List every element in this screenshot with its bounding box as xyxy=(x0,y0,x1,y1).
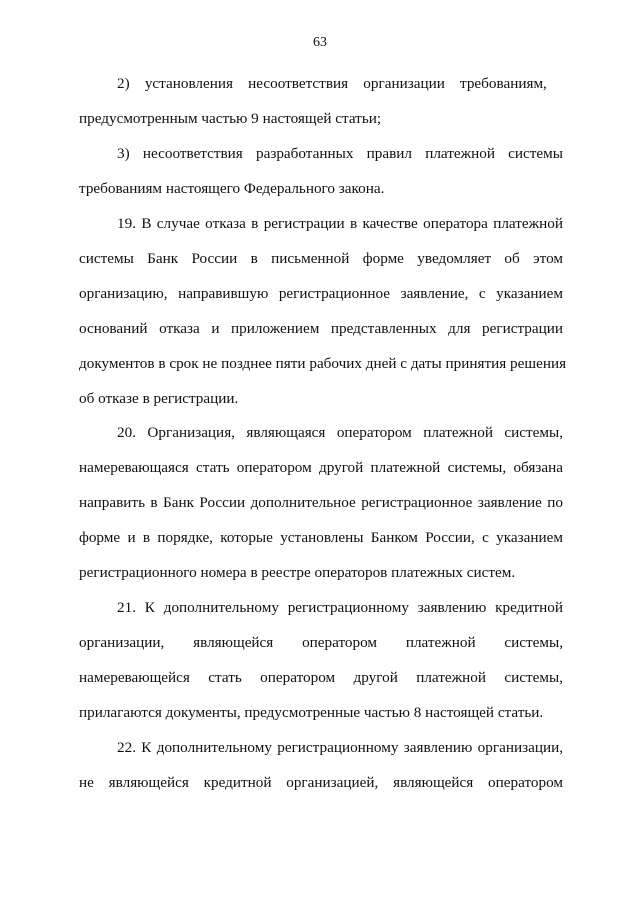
text-line: 21. К дополнительному регистрационному заявлению кредитной xyxy=(117,599,563,616)
text-line: 19. В случае отказа в регистрации в качестве оператора платежной xyxy=(117,215,563,232)
text-line: 20. Организация, являющаяся оператором платежной системы, xyxy=(117,424,563,441)
text-line: об отказе в регистрации. xyxy=(79,390,239,407)
text-line: системы Банк России в письменной форме уведомляет об этом xyxy=(79,250,563,267)
text-line: регистрационного номера в реестре операторов платежных систем. xyxy=(79,564,516,581)
text-line: 3) несоответствия разработанных правил платежной системы xyxy=(117,145,563,162)
text-line: не являющейся кредитной организацией, являющейся оператором xyxy=(79,774,563,791)
text-line: намеревающаяся стать оператором другой платежной системы, обязана xyxy=(79,459,563,476)
text-line: 2) установления несоответствия организации требованиям, xyxy=(117,75,547,92)
text-line: намеревающейся стать оператором другой платежной системы, xyxy=(79,669,563,686)
text-line: прилагаются документы, предусмотренные частью 8 настоящей статьи. xyxy=(79,704,544,721)
text-line: организации, являющейся оператором платежной системы, xyxy=(79,634,563,651)
text-line: документов в срок не позднее пяти рабочих дней с даты принятия решения xyxy=(79,355,567,372)
page-number: 63 xyxy=(313,35,327,50)
text-line: предусмотренным частью 9 настоящей статьи; xyxy=(79,110,382,127)
text-line: требованиям настоящего Федерального закона. xyxy=(79,180,385,197)
text-line: оснований отказа и приложением представленных для регистрации xyxy=(79,320,563,337)
text-line: 22. К дополнительному регистрационному заявлению организации, xyxy=(117,739,563,756)
text-line: форме и в порядке, которые установлены Банком России, с указанием xyxy=(79,529,563,546)
text-line: направить в Банк России дополнительное регистрационное заявление по xyxy=(79,494,563,511)
text-line: организацию, направившую регистрационное заявление, с указанием xyxy=(79,285,563,302)
